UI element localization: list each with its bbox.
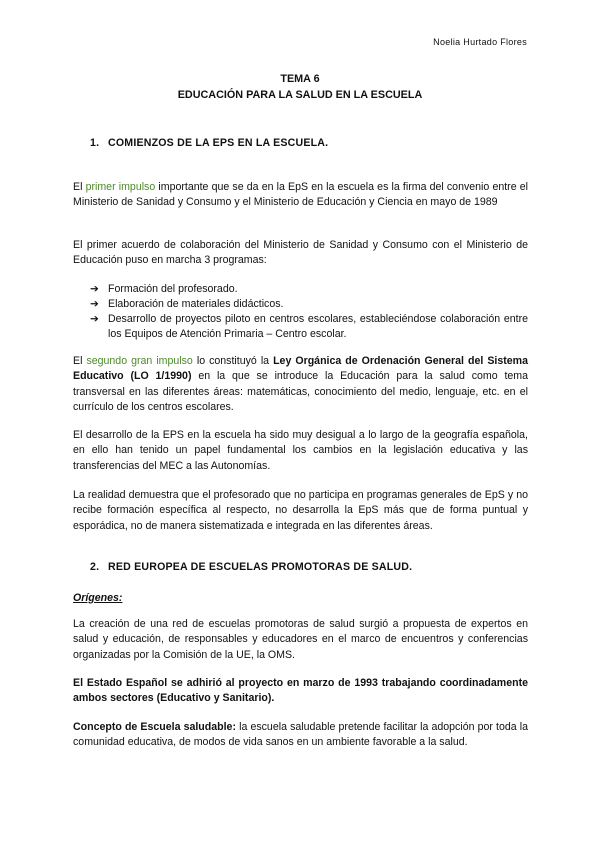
section-1-paragraph-1 <box>73 180 528 211</box>
highlight-segundo-gran-impulso: segundo gran impulso <box>86 355 193 367</box>
program-list <box>90 282 528 342</box>
section-2-paragraph-3 <box>73 720 528 751</box>
paragraph-text: lo constituyó la <box>192 355 274 367</box>
document-author: Noelia Hurtado Flores <box>433 37 527 47</box>
concept-label: Concepto de Escuela saludable: <box>73 721 236 733</box>
document-title-line1: TEMA 6 <box>280 73 320 85</box>
section-1-paragraph-2: El primer acuerdo de colaboración del Ministerio de Sanidad y Consumo con el Ministerio de Educación puso en marcha 3 programas: <box>73 239 528 267</box>
section-1-number: 1. <box>90 137 100 149</box>
arrow-bullet-icon: ➔ <box>90 298 99 310</box>
section-1-paragraph-5: La realidad demuestra que el profesorado que no participa en programas generales de EpS y no recibe formación específica al respecto, no desarrolla la EpS más que de forma puntual y esporádica, no de manera sistematizada e integrada en las diferentes áreas. <box>73 489 528 532</box>
section-1-paragraph-3 <box>73 354 528 416</box>
paragraph-text: la escuela saludable pretende facilitar la adopción por toda la comunidad educativa, de modos de vida sanos en un ambiente favorable a la salud. <box>73 721 528 749</box>
paragraph-text: El <box>73 181 86 193</box>
list-item-text: Formación del profesorado. <box>108 283 238 295</box>
origins-subheading: Orígenes: <box>73 592 123 604</box>
section-2-heading <box>90 561 412 573</box>
list-item-text: Desarrollo de proyectos piloto en centros escolares, estableciéndose colaboración entre los Equipos de Atención Primaria – Centro escolar. <box>108 313 528 340</box>
paragraph-text: en la que se introduce la Educación para la salud como tema transversal en las diferentes áreas: matemáticas, conocimiento del medio, lenguaje, etc. en el currículo de los centros escolares. <box>73 370 528 414</box>
section-2-paragraph-1: La creación de una red de escuelas promotoras de salud surgió a propuesta de expertos en salud y educación, de responsables y educadores en el marco de encuentros y conferencias organizadas por la Comisión de la UE, la OMS. <box>73 618 528 661</box>
list-item-text: Elaboración de materiales didácticos. <box>108 298 284 310</box>
section-1-title: COMIENZOS DE LA EPS EN LA ESCUELA. <box>108 137 329 149</box>
law-reference: Ley Orgánica de Ordenación General del Sistema Educativo (LO 1/1990) <box>73 355 528 383</box>
highlight-primer-impulso: primer impulso <box>85 181 156 193</box>
section-1-heading <box>90 137 328 149</box>
document-title-line2: EDUCACIÓN PARA LA SALUD EN LA ESCUELA <box>177 89 423 101</box>
paragraph-text: El <box>73 355 87 367</box>
arrow-bullet-icon: ➔ <box>90 313 99 325</box>
section-2-title: RED EUROPEA DE ESCUELAS PROMOTORAS DE SALUD. <box>108 561 413 573</box>
arrow-bullet-icon: ➔ <box>90 283 99 295</box>
list-item <box>90 282 528 297</box>
section-2-number: 2. <box>90 561 100 573</box>
list-item <box>90 297 528 312</box>
section-1-paragraph-4: El desarrollo de la EPS en la escuela ha sido muy desigual a lo largo de la geografía española, en ello han tenido un papel fundamental los cambios en la legislación educativa y las transferencias del MEC a las Autonomías. <box>73 429 528 472</box>
paragraph-text: importante que se da en la EpS en la escuela es la firma del convenio entre el Ministerio de Sanidad y Consumo y el Ministerio de Educación y Ciencia en mayo de 1989 <box>73 181 528 209</box>
section-2-paragraph-2: El Estado Español se adhirió al proyecto en marzo de 1993 trabajando coordinadamente ambos sectores (Educativo y Sanitario). <box>73 677 528 705</box>
list-item <box>90 312 528 342</box>
